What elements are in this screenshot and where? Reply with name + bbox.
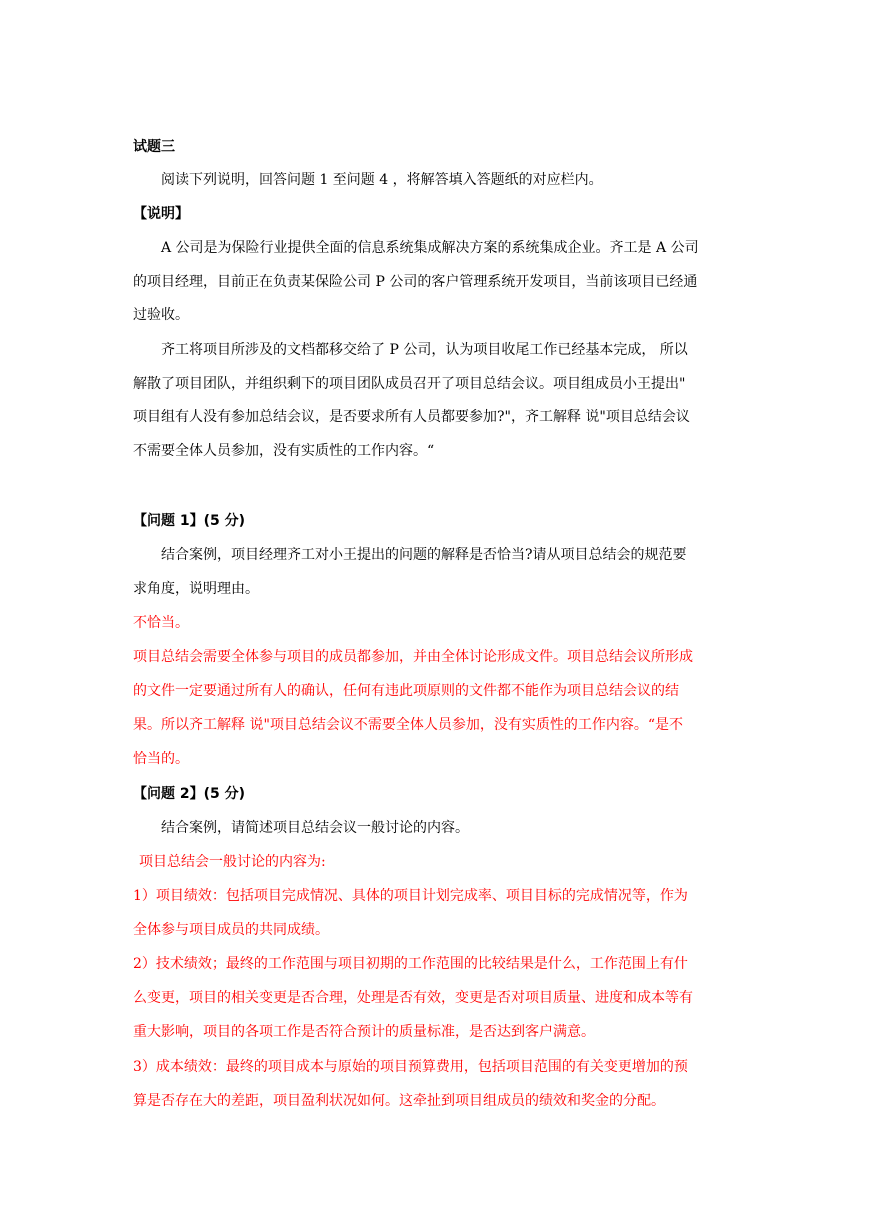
description-line: A 公司是为保险行业提供全面的信息系统集成解决方案的系统集成企业。齐工是 A 公司: [161, 240, 699, 256]
question-2-answer-line: 重大影响，项目的各项工作是否符合预计的质量标准，是否达到客户满意。: [133, 1024, 595, 1040]
question-1-title: 【问题 1】(5 分): [133, 513, 246, 529]
intro-text: 阅读下列说明，回答问题 1 至问题 4 ，将解答填入答题纸的对应栏内。: [161, 172, 603, 188]
description-line: 解散了项目团队，并组织剩下的项目团队成员召开了项目总结会议。项目组成员小王提出": [133, 376, 686, 392]
question-2-title: 【问题 2】(5 分): [133, 786, 246, 802]
question-1-answer-line: 项目总结会需要全体参与项目的成员都参加，并由全体讨论形成文件。项目总结会议所形成: [133, 649, 693, 665]
description-line: 项目组有人没有参加总结会议，是否要求所有人员都要参加?"，齐工解释 说"项目总结会议: [133, 409, 690, 425]
question-1-answer-short: 不恰当。: [133, 615, 189, 631]
question-1-text: 结合案例，项目经理齐工对小王提出的问题的解释是否恰当?请从项目总结会的规范要: [161, 547, 687, 563]
description-title: 【说明】: [133, 206, 189, 222]
question-2-answer-intro: 项目总结会一般讨论的内容为:: [139, 854, 326, 870]
question-2-answer-line: 2）技术绩效；最终的工作范围与项目初期的工作范围的比较结果是什么，工作范围上有什: [133, 956, 688, 972]
question-2-text: 结合案例，请简述项目总结会议一般讨论的内容。: [161, 820, 469, 836]
description-line: 过验收。: [133, 307, 189, 323]
question-1-answer-line: 恰当的。: [133, 751, 189, 767]
question-2-answer-line: 算是否存在大的差距，项目盈利状况如何。这牵扯到项目组成员的绩效和奖金的分配。: [133, 1093, 665, 1109]
question-1-answer-line: 果。所以齐工解释 说"项目总结会议不需要全体人员参加，没有实质性的工作内容。“是不: [133, 717, 684, 733]
question-2-answer-line: 么变更，项目的相关变更是否合理，处理是否有效，变更是否对项目质量、进度和成本等有: [133, 990, 693, 1006]
question-1-answer-line: 的文件一定要通过所有人的确认，任何有违此项原则的文件都不能作为项目总结会议的结: [133, 683, 679, 699]
question-2-answer-line: 全体参与项目成员的共同成绩。: [133, 922, 329, 938]
question-2-answer-line: 1）项目绩效：包括项目完成情况、具体的项目计划完成率、项目目标的完成情况等，作为: [133, 888, 688, 904]
question-2-answer-line: 3）成本绩效：最终的项目成本与原始的项目预算费用，包括项目范围的有关变更增加的预: [133, 1059, 688, 1075]
section-heading: 试题三: [133, 139, 175, 155]
description-line: 不需要全体人员参加，没有实质性的工作内容。“: [133, 443, 435, 459]
description-line: 齐工将项目所涉及的文档都移交给了 P 公司，认为项目收尾工作已经基本完成， 所以: [161, 342, 688, 358]
question-1-text: 求角度，说明理由。: [133, 581, 259, 597]
description-line: 的项目经理，目前正在负责某保险公司 P 公司的客户管理系统开发项目，当前该项目已经通: [133, 274, 698, 290]
